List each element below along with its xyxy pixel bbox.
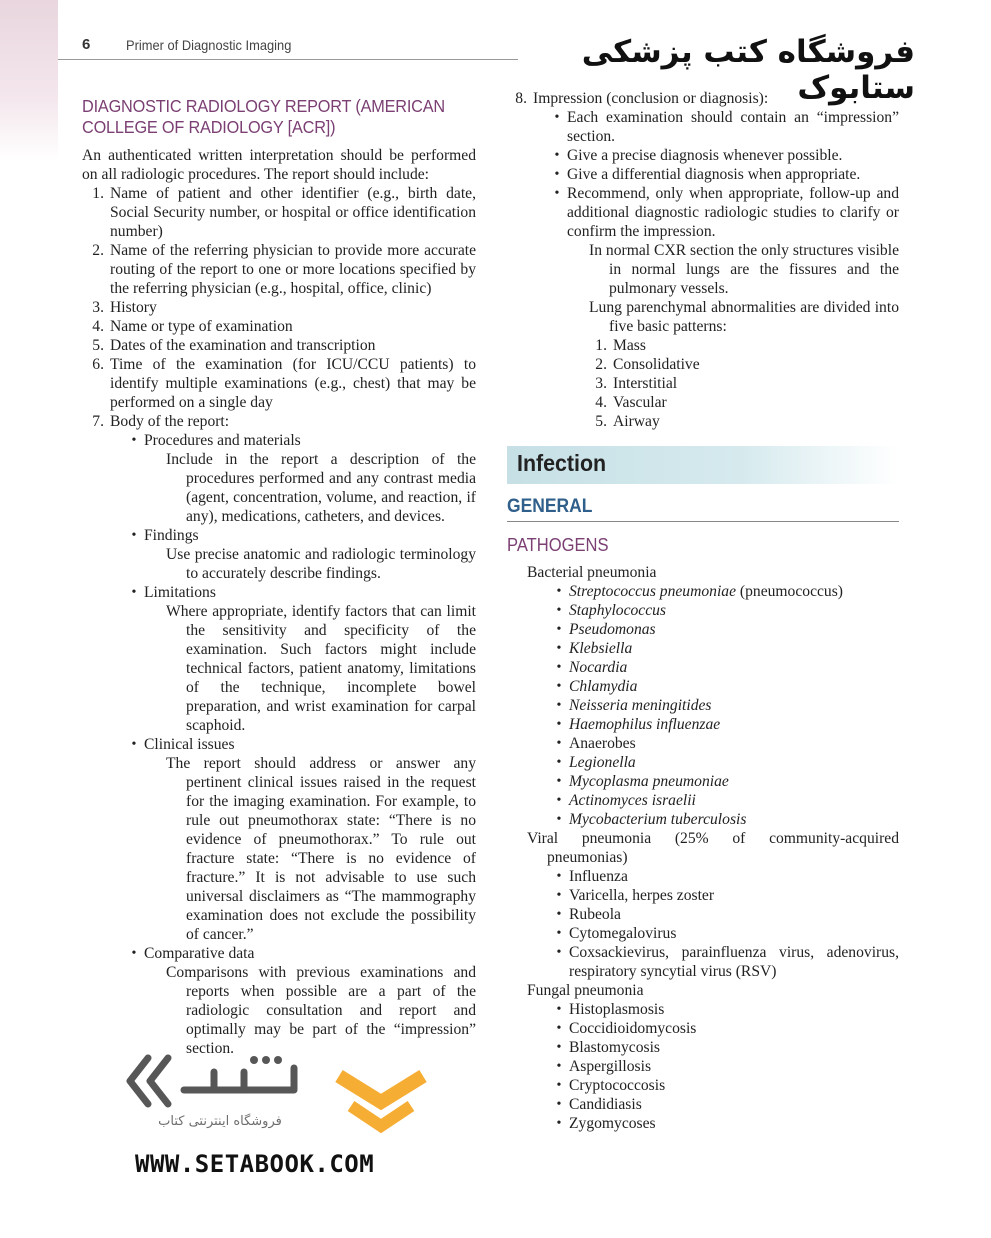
bullet-icon: • (556, 755, 562, 770)
bullet-icon: • (556, 622, 562, 637)
patterns-intro: Lung parenchymal abnormalities are divided into five basic patterns: (589, 299, 899, 335)
setabook-logo-icon (122, 1050, 310, 1112)
list-item: • Mycobacterium tuberculosis (527, 810, 899, 829)
list-item: • Clinical issues (82, 735, 476, 754)
header-rule (58, 59, 518, 60)
bullet-icon: • (556, 774, 562, 789)
list-item: • Blastomycosis (527, 1038, 899, 1057)
bullet-icon: • (556, 1002, 562, 1017)
list-item: • Give a differential diagnosis when appropriate. (547, 165, 899, 184)
list-item: • Legionella (527, 753, 899, 772)
list-item: • Nocardia (527, 658, 899, 677)
body-paragraph: The report should address or answer any pertinent clinical issues raised in the request for the imaging examination. For example, to rule out pneumothorax state: “There is no evidence of pneumothorax.” To rule out fracture state: “There is no evidence of fracture.” It is not advisable to use such universal disclaimers as “The mammography examination does not exclude the possibility of cancer.” (166, 755, 476, 943)
list-item: 2. Name of the referring physician to provide more accurate routing of the report to one or more locations specified by the referring physician (e.g., hospital, office, clinic) (92, 242, 476, 297)
infection-heading: Infection (517, 450, 607, 476)
list-item: 2. Consolidative (595, 356, 700, 373)
bullet-icon: • (556, 584, 562, 599)
list-item: • Zygomycoses (527, 1114, 899, 1133)
bullet-icon: • (556, 869, 562, 884)
cxr-note: In normal CXR section the only structures visible in normal lungs are the fissures and the pulmonary vessels. (589, 242, 899, 297)
fungal-heading: Fungal pneumonia (527, 982, 644, 999)
website-url: WWW.SETABOOK.COM (135, 1150, 375, 1178)
list-item: • Actinomyces israelii (527, 791, 899, 810)
list-item: • Coccidioidomycosis (527, 1019, 899, 1038)
list-item: • Procedures and materials (82, 431, 476, 450)
list-item: • Limitations (82, 583, 476, 602)
bullet-icon: • (131, 737, 137, 752)
list-item: 6. Time of the examination (for ICU/CCU patients) to identify multiple examinations (e.g., chest) that may be performed on a single day (92, 356, 476, 411)
list-item: • Histoplasmosis (527, 1000, 899, 1019)
list-item: • Give a precise diagnosis whenever possible. (547, 146, 899, 165)
list-item: • Klebsiella (527, 639, 899, 658)
patterns-list (507, 336, 899, 431)
bullet-icon: • (556, 888, 562, 903)
list-item: • Coxsackievirus, parainfluenza virus, adenovirus, respiratory syncytial virus (RSV) (527, 943, 899, 981)
bacterial-heading: Bacterial pneumonia (527, 564, 657, 581)
general-rule (507, 521, 899, 522)
list-item: • Recommend, only when appropriate, follow-up and additional diagnostic radiologic studies to clarify or confirm the impression. (547, 184, 899, 241)
list-item: • Varicella, herpes zoster (527, 886, 899, 905)
list-item: 5. Dates of the examination and transcription (92, 337, 376, 354)
body-paragraph: Where appropriate, identify factors that can limit the sensitivity and specificity of the examination. Such factors might include technical factors, patient anatomy, limitations of the technique, incomplete bowel preparation, and wrist examination for carpal scaphoid. (166, 603, 476, 734)
pathogens-list (527, 563, 899, 1133)
bullet-icon: • (556, 603, 562, 618)
bullet-icon: • (556, 736, 562, 751)
running-header-title: Primer of Diagnostic Imaging (126, 37, 292, 53)
list-item: • Anaerobes (527, 734, 899, 753)
left-column (82, 96, 476, 1058)
general-heading: GENERAL (507, 496, 593, 517)
list-item: 7. Body of the report: (92, 413, 230, 430)
report-body-list (82, 431, 476, 1058)
bullet-icon: • (556, 660, 562, 675)
list-item: • Mycoplasma pneumoniae (527, 772, 899, 791)
page-number: 6 (82, 36, 91, 53)
intro-paragraph: An authenticated written interpretation should be performed on all radiologic procedures. The report should include: (82, 147, 476, 183)
bullet-icon: • (131, 528, 137, 543)
list-item: • Pseudomonas (527, 620, 899, 639)
list-item: • Chlamydia (527, 677, 899, 696)
report-items-list (62, 184, 476, 431)
list-item: • Staphylococcus (527, 601, 899, 620)
bullet-icon: • (131, 585, 137, 600)
list-item: • Aspergillosis (527, 1057, 899, 1076)
list-item: • Influenza (527, 867, 899, 886)
page-edge-tab (0, 0, 58, 160)
bullet-icon: • (556, 793, 562, 808)
bullet-icon: • (556, 1040, 562, 1055)
list-item: • Each examination should contain an “impression” section. (547, 108, 899, 146)
impression-bullets (507, 108, 899, 241)
right-column-top (507, 89, 899, 431)
list-item: 1. Name of patient and other identifier (e.g., birth date, Social Security number, or hospital or office identification number) (92, 185, 476, 240)
bullet-icon: • (554, 167, 560, 182)
body-paragraph: Use precise anatomic and radiologic terminology to accurately describe findings. (166, 546, 476, 582)
chevron-down-icon (333, 1068, 429, 1140)
store-banner-text: فروشگاه کتب پزشکی ستابوک (581, 34, 915, 106)
list-item: • Cytomegalovirus (527, 924, 899, 943)
pathogens-heading: PATHOGENS (507, 535, 609, 555)
list-item: 1. Mass (595, 337, 646, 354)
list-item: 3. Interstitial (595, 375, 678, 392)
bullet-icon: • (556, 1021, 562, 1036)
list-item: 5. Airway (595, 413, 660, 430)
bullet-icon: • (556, 641, 562, 656)
bullet-icon: • (554, 148, 560, 163)
bullet-icon: • (556, 679, 562, 694)
list-item: 4. Vascular (595, 394, 667, 411)
list-item: 8. Impression (conclusion or diagnosis): (515, 90, 769, 107)
body-paragraph: Include in the report a description of the procedures performed and any contrast media (agent, concentration, volume, and reaction, if any), medications, catheters, and devices. (166, 451, 476, 525)
bullet-icon: • (556, 926, 562, 941)
list-item: • Streptococcus pneumoniae (pneumococcus) (527, 582, 899, 601)
bullet-icon: • (556, 1097, 562, 1112)
bullet-icon: • (556, 1078, 562, 1093)
list-item: • Comparative data (82, 944, 476, 963)
bullet-icon: • (556, 945, 562, 960)
bullet-icon: • (554, 110, 560, 125)
section-title-acr: DIAGNOSTIC RADIOLOGY REPORT (AMERICAN COLLEGE OF RADIOLOGY [ACR]) (82, 96, 445, 137)
bullet-icon: • (131, 433, 137, 448)
list-item: • Cryptococcosis (527, 1076, 899, 1095)
list-item: 4. Name or type of examination (92, 318, 293, 335)
list-item: • Rubeola (527, 905, 899, 924)
bullet-icon: • (556, 812, 562, 827)
bullet-icon: • (556, 717, 562, 732)
list-item: • Candidiasis (527, 1095, 899, 1114)
list-item: 3. History (92, 299, 157, 316)
list-item: • Haemophilus influenzae (527, 715, 899, 734)
list-item: • Neisseria meningitides (527, 696, 899, 715)
body-paragraph: Comparisons with previous examinations and reports when possible are a part of the radiologic consultation and report and optimally may be part of the “impression” section. (166, 964, 476, 1057)
list-item: • Findings (82, 526, 476, 545)
bullet-icon: • (554, 186, 560, 201)
viral-heading: Viral pneumonia (25% of community-acquired pneumonias) (527, 830, 899, 866)
bullet-icon: • (556, 907, 562, 922)
bullet-icon: • (556, 1116, 562, 1131)
bullet-icon: • (556, 698, 562, 713)
bullet-icon: • (556, 1059, 562, 1074)
logo-subtitle: فروشگاه اینترنتی کتاب (158, 1114, 282, 1129)
bullet-icon: • (131, 946, 137, 961)
